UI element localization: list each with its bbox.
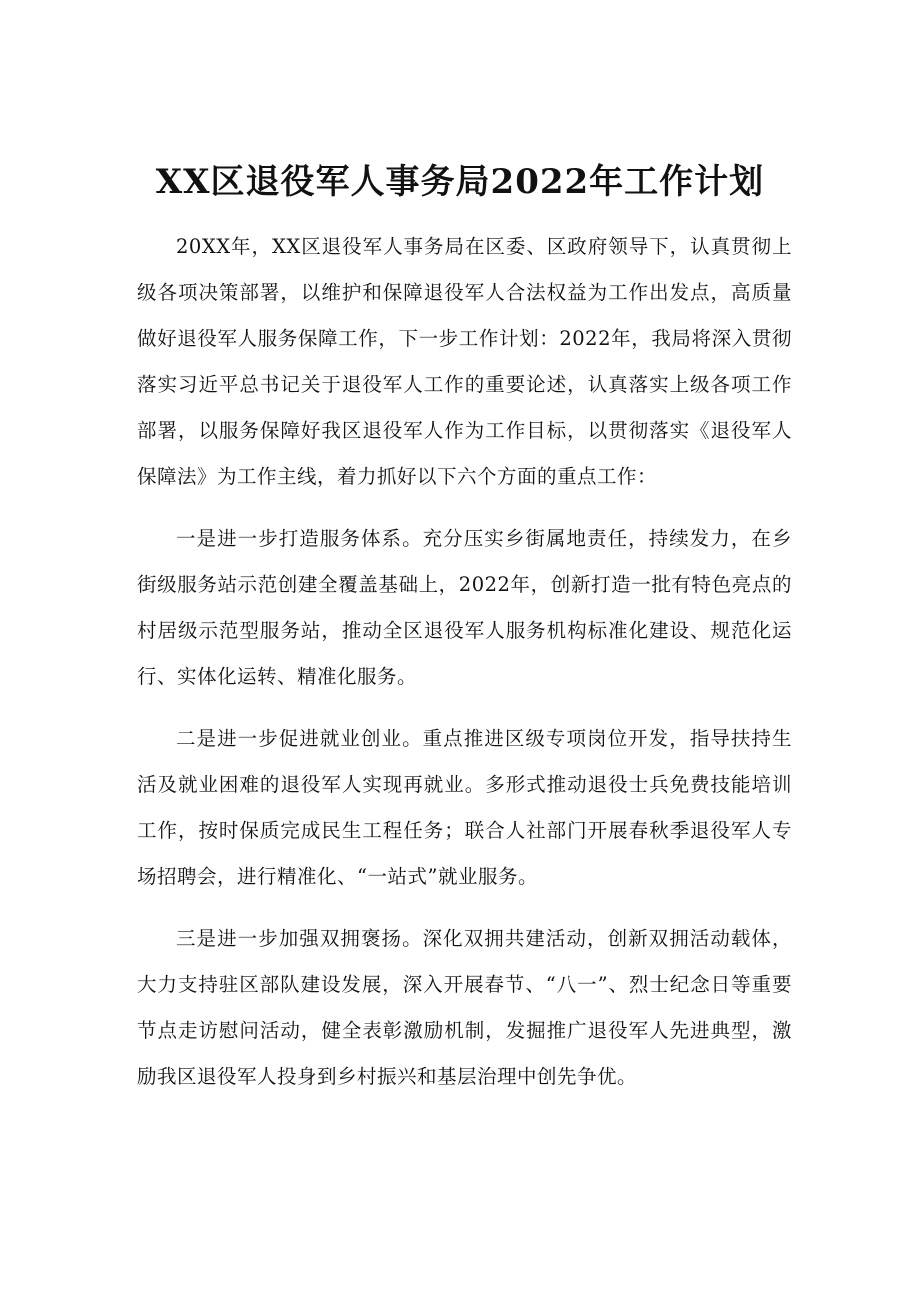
paragraph-intro: 20XX年，XX区退役军人事务局在区委、区政府领导下，认真贯彻上级各项决策部署，以维护和保障退役军人合法权益为工作出发点，高质量做好退役军人服务保障工作，下一步工作计划：2022年，我局将深入贯彻落实习近平总书记关于退役军人工作的重要论述，认真落实上级各项工作部署，以服务保障好我区退役军人作为工作目标，以贯彻落实《退役军人保障法》为工作主线，着力抓好以下六个方面的重点工作：	[137, 235, 792, 488]
paragraph-service-system: 一是进一步打造服务体系。充分压实乡街属地责任，持续发力，在乡街级服务站示范创建全覆盖基础上，2022年，创新打造一批有特色亮点的村居级示范型服务站，推动全区退役军人服务机构标准化建设、规范化运行、实体化运转、精准化服务。	[137, 527, 792, 688]
paragraph-support-commendation: 三是进一步加强双拥褒扬。深化双拥共建活动，创新双拥活动载体，大力支持驻区部队建设发展，深入开展春节、“八一”、烈士纪念日等重要节点走访慰问活动，健全表彰激励机制，发掘推广退役军人先进典型，激励我区退役军人投身到乡村振兴和基层治理中创先争优。	[137, 927, 792, 1088]
paragraph-employment: 二是进一步促进就业创业。重点推进区级专项岗位开发，指导扶持生活及就业困难的退役军人实现再就业。多形式推动退役士兵免费技能培训工作，按时保质完成民生工程任务；联合人社部门开展春秋季退役军人专场招聘会，进行精准化、“一站式”就业服务。	[137, 727, 792, 888]
document-body	[137, 224, 792, 1116]
document-title: XX区退役军人事务局2022年工作计划	[155, 162, 765, 202]
